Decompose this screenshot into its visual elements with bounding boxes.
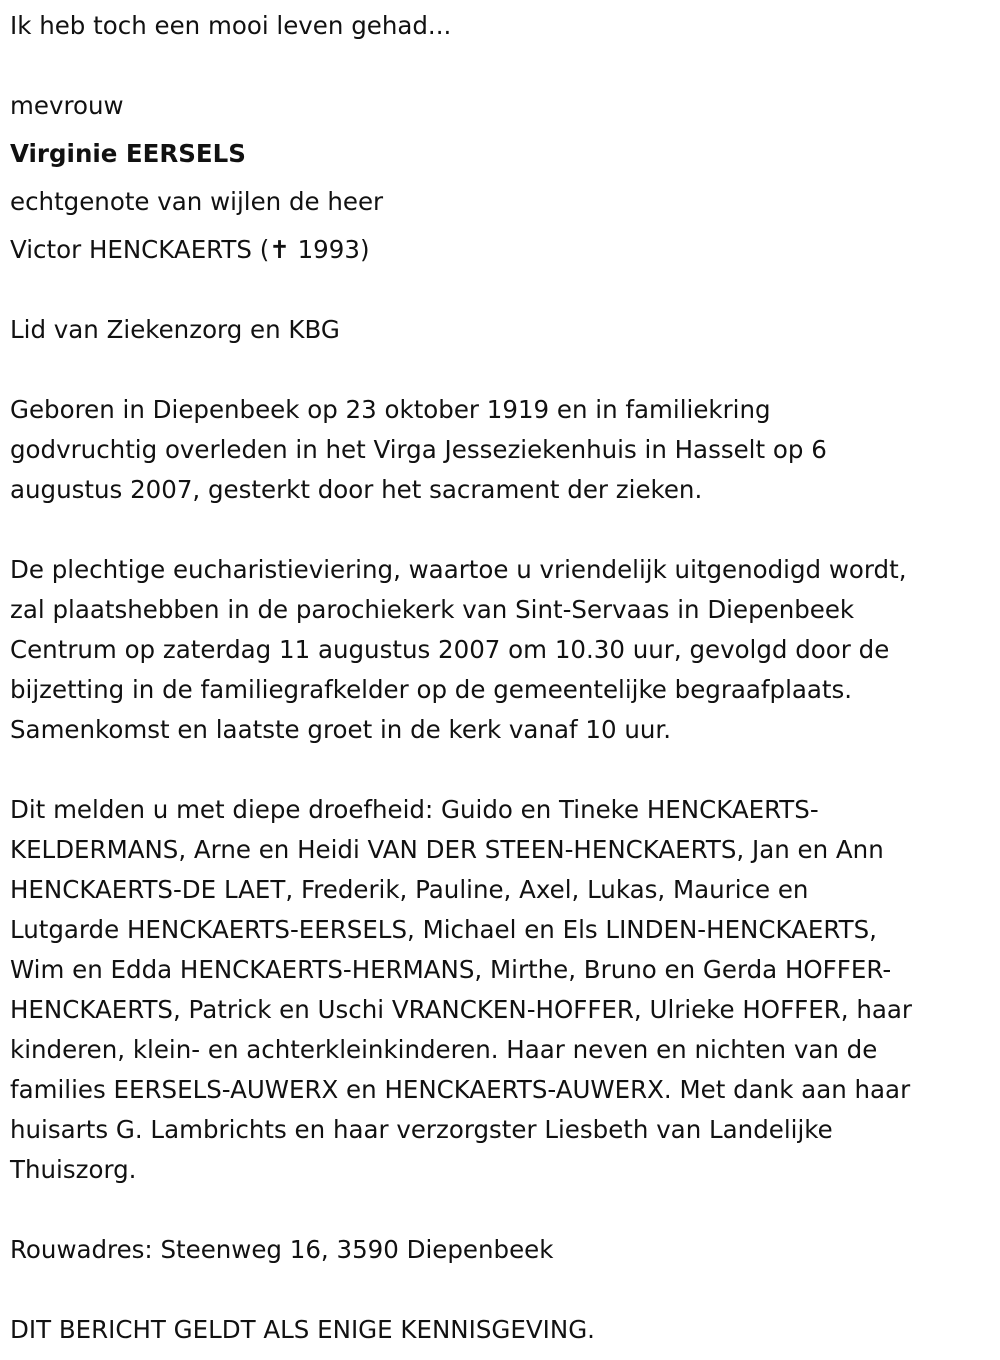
paragraph-line: De plechtige eucharistieviering, waartoe u vriendelijk uitgenodigd wordt,	[10, 555, 907, 584]
paragraph-line: huisarts G. Lambrichts en haar verzorgster Liesbeth van Landelijke	[10, 1115, 833, 1144]
paragraph-line: HENCKAERTS-DE LAET, Frederik, Pauline, Axel, Lukas, Maurice en	[10, 875, 809, 904]
paragraph-line: Geboren in Diepenbeek op 23 oktober 1919 en in familiekring	[10, 395, 771, 424]
spouse-intro: echtgenote van wijlen de heer	[10, 187, 384, 216]
membership: Lid van Ziekenzorg en KBG	[10, 315, 340, 344]
paragraph-line: families EERSELS-AUWERX en HENCKAERTS-AUWERX. Met dank aan haar	[10, 1075, 911, 1104]
paragraph-line: augustus 2007, gesterkt door het sacrament der zieken.	[10, 475, 703, 504]
funeral-paragraph	[10, 550, 990, 750]
paragraph-line: Centrum op zaterdag 11 augustus 2007 om 10.30 uur, gevolgd door de	[10, 635, 890, 664]
paragraph-line: KELDERMANS, Arne en Heidi VAN DER STEEN-HENCKAERTS, Jan en Ann	[10, 835, 884, 864]
mourning-address: Rouwadres: Steenweg 16, 3590 Diepenbeek	[10, 1235, 554, 1264]
paragraph-line: HENCKAERTS, Patrick en Uschi VRANCKEN-HOFFER, Ulrieke HOFFER, haar	[10, 995, 912, 1024]
paragraph-line: Dit melden u met diepe droefheid: Guido en Tineke HENCKAERTS-	[10, 795, 819, 824]
paragraph-line: godvruchtig overleden in het Virga Jesseziekenhuis in Hasselt op 6	[10, 435, 827, 464]
family-paragraph	[10, 790, 990, 1190]
paragraph-line: kinderen, klein- en achterkleinkinderen. Haar neven en nichten van de	[10, 1035, 878, 1064]
motto: Ik heb toch een mooi leven gehad...	[10, 11, 452, 40]
notice: DIT BERICHT GELDT ALS ENIGE KENNISGEVING.	[10, 1315, 595, 1344]
deceased-name: Virginie EERSELS	[10, 139, 246, 168]
paragraph-line: Lutgarde HENCKAERTS-EERSELS, Michael en Els LINDEN-HENCKAERTS,	[10, 915, 877, 944]
spouse-name: Victor HENCKAERTS (✝ 1993)	[10, 235, 370, 264]
title-prefix: mevrouw	[10, 91, 124, 120]
paragraph-line: Wim en Edda HENCKAERTS-HERMANS, Mirthe, Bruno en Gerda HOFFER-	[10, 955, 892, 984]
paragraph-line: zal plaatshebben in de parochiekerk van Sint-Servaas in Diepenbeek	[10, 595, 855, 624]
birth-death-paragraph	[10, 390, 990, 510]
paragraph-line: Thuiszorg.	[10, 1155, 137, 1184]
paragraph-line: Samenkomst en laatste groet in de kerk vanaf 10 uur.	[10, 715, 672, 744]
paragraph-line: bijzetting in de familiegrafkelder op de gemeentelijke begraafplaats.	[10, 675, 853, 704]
